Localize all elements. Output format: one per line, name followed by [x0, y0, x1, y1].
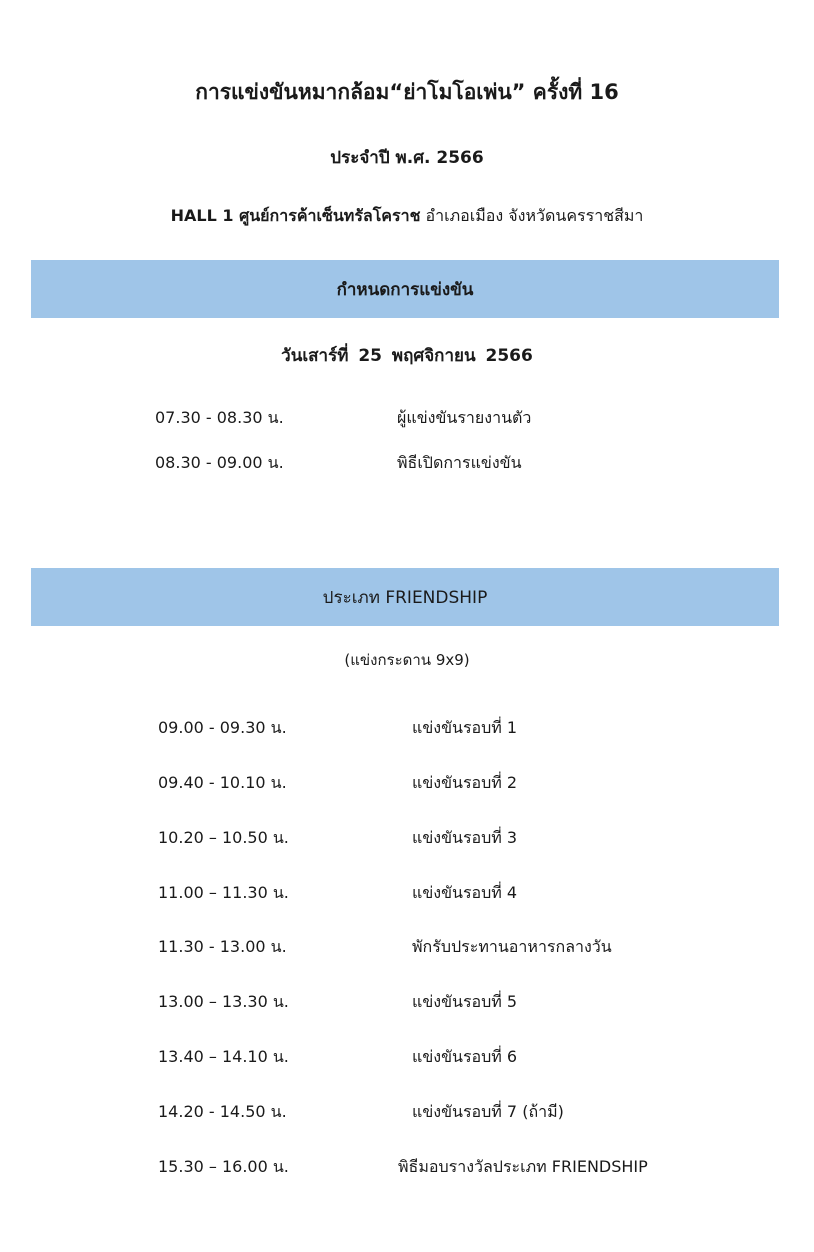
schedule-time: 08.30 - 09.00 น.: [155, 453, 284, 472]
friendship-event: แข่งขันรอบที่ 6: [412, 1047, 518, 1066]
venue-location: อำเภอเมือง จังหวัดนครราชสีมา: [420, 206, 644, 225]
schedule-heading: กำหนดการแข่งขัน: [336, 279, 474, 300]
friendship-heading-band: [31, 568, 779, 626]
schedule-event: ผู้แข่งขันรายงานตัว: [397, 408, 532, 427]
schedule-time: 07.30 - 08.30 น.: [155, 408, 284, 427]
friendship-heading: ประเภท FRIENDSHIP: [322, 587, 488, 608]
friendship-time: 10.20 – 10.50 น.: [158, 828, 289, 847]
schedule-event: พิธีเปิดการแข่งขัน: [397, 453, 522, 472]
schedule-heading-band: [31, 260, 779, 318]
friendship-time: 14.20 - 14.50 น.: [158, 1102, 287, 1121]
venue-name: HALL 1 ศูนย์การค้าเซ็นทรัลโคราช: [170, 206, 421, 225]
friendship-event: พักรับประทานอาหารกลางวัน: [412, 937, 612, 956]
venue-line: [0, 204, 814, 229]
friendship-time: 11.30 - 13.00 น.: [158, 937, 287, 956]
page-title: การแข่งขันหมากล้อม“ย่าโมโอเพ่น” ครั้งที่ 16: [195, 80, 619, 104]
schedule-date: วันเสาร์ที่ 25 พฤศจิกายน 2566: [281, 346, 533, 366]
friendship-time: 09.00 - 09.30 น.: [158, 718, 287, 737]
friendship-event: พิธีมอบรางวัลประเภท FRIENDSHIP: [398, 1157, 648, 1176]
friendship-event: แข่งขันรอบที่ 3: [412, 828, 518, 847]
friendship-event: แข่งขันรอบที่ 1: [412, 718, 518, 737]
friendship-event: แข่งขันรอบที่ 5: [412, 992, 518, 1011]
friendship-time: 09.40 - 10.10 น.: [158, 773, 287, 792]
friendship-time: 13.00 – 13.30 น.: [158, 992, 289, 1011]
friendship-event: แข่งขันรอบที่ 7 (ถ้ามี): [412, 1102, 564, 1121]
friendship-time: 11.00 – 11.30 น.: [158, 883, 289, 902]
year-line: ประจำปี พ.ศ. 2566: [330, 148, 484, 168]
friendship-event: แข่งขันรอบที่ 4: [412, 883, 518, 902]
board-size-note: (แข่งกระดาน 9x9): [344, 651, 470, 669]
friendship-time: 13.40 – 14.10 น.: [158, 1047, 289, 1066]
friendship-time: 15.30 – 16.00 น.: [158, 1157, 289, 1176]
friendship-event: แข่งขันรอบที่ 2: [412, 773, 518, 792]
